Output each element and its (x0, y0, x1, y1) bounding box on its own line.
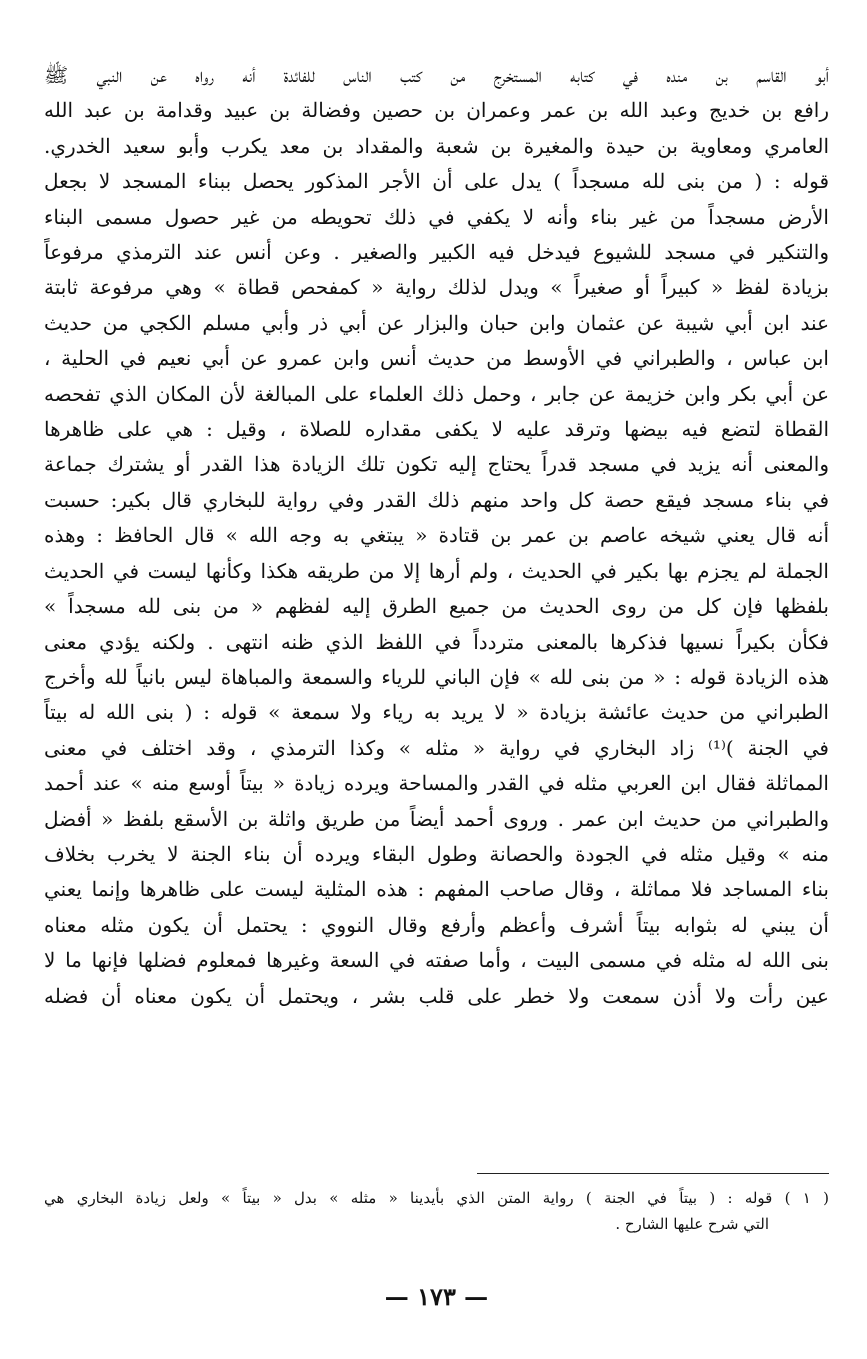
text-line: والمعنى أنه يزيد في مسجد قدراً يحتاج إليه تكون تلك الزيادة هذا القدر أو يشترك جماعة (44, 452, 829, 477)
footnote (44, 1185, 829, 1237)
text-line: فكأن بكيراً نسيها فذكرها بالمعنى متردداً في اللفظ الذي ظنه انتهى . ولكنه يؤدي معنى (44, 629, 829, 654)
footnote-line: ( ١ ) قوله : ( بيتاً في الجنة ) رواية المتن الذي بأيدينا « مثله » بدل « بيتاً » ولعل زيادة البخاري هي (44, 1189, 829, 1207)
text-line: بلفظها فإن كل من روى الحديث من جميع الطرق إليه لفظهم « من بنى لله مسجداً » (44, 594, 829, 619)
text-line: والتنكير في مسجد للشيوع فيدخل فيه الكبير والصغير . وعن أنس عند الترمذي مرفوعاً (44, 240, 829, 265)
footnote-divider (477, 1173, 829, 1174)
text-line: والطبراني من حديث ابن عمر . وروى أحمد أيضاً من طريق واثلة بن الأسقع بلفظ « أفضل (44, 806, 829, 831)
text-line: بناء المساجد فلا مماثلة ، وقال صاحب المفهم : هذه المثلية ليست على ظاهرها وإنما يعني (44, 877, 829, 902)
text-line: هذه الزيادة قوله : « من بنى لله » فإن الباني للرياء والسمعة والمباهاة ليس بانياً لله وأخرج (44, 664, 829, 689)
text-line: عين رأت ولا أذن سمعت ولا خطر على قلب بشر ، ويحتمل أن يكون معناه أن فضله (44, 983, 829, 1008)
text-line: عند ابن أبي شيبة عن عثمان وابن حبان والبزار عن أبي ذر وأبي مسلم الكجي من حديث (44, 310, 829, 335)
text-line: في بناء مسجد فيقع حصة كل واحد منهم ذلك القدر وفي رواية للبخاري قال بكير: حسبت (44, 487, 829, 512)
text-line: رافع بن خديج وعبد الله بن عمر وعمران بن حصين وفضالة بن عبيد وقدامة بن عبد الله (44, 98, 829, 123)
text-line: ابن عباس ، والطبراني في الأوسط من حديث أنس وابن عمرو عن أبي نعيم في الحلية ، (44, 346, 829, 371)
book-page (44, 58, 829, 1359)
text-line: أبو القاسم بن منده في كتابه المستخرج من كتب الناس للفائدة أنه رواه عن النبي ﷺ (44, 63, 829, 87)
text-line: بزيادة لفظ « كبيراً أو صغيراً » ويدل لذلك رواية « كمفحص قطاة » وهي مرفوعة ثابتة (44, 275, 829, 300)
page-number: — ١٧٣ — (384, 1282, 489, 1311)
text-line: الطبراني من حديث عائشة بزيادة « لا يريد به رياء ولا سمعة » قوله : ( بنى الله له بيتاً (44, 700, 829, 725)
text-line: الأرض مسجداً من غير بناء وأنه لا يكفي في ذلك تحويطه من غير حصول مسمى البناء (44, 204, 829, 229)
text-line: العامري ومعاوية بن حيدة والمغيرة بن شعبة والمقداد بن معد يكرب وأبو سعيد الخدري. (44, 133, 829, 158)
text-line: المماثلة فقال ابن العربي مثله في القدر والمساحة ويرده زيادة « بيتاً أوسع منه » عند أحمد (44, 771, 829, 796)
text-line: أنه قال يعني شيخه عاصم بن عمر بن قتادة « يبتغي به وجه الله » قال الحافظ : وهذه (44, 523, 829, 548)
text-line: منه » وقيل مثله في الجودة والحصانة وطول البقاء ويرده أن بناء الجنة لا يخرب بخلاف (44, 841, 829, 866)
text-line: القطاة لتضع فيه بيضها وترقد عليه لا يكفى مقداره للصلاة ، وقيل : هي على ظاهرها (44, 417, 829, 442)
text-line: بنى الله له مثله في مسمى البيت ، وأما صفته في السعة وغيرها فمعلوم فضلها فإنها ما لا (44, 948, 829, 973)
footnote-line: التي شرح عليها الشارح . (615, 1215, 769, 1233)
text-line: أن يبني له بثوابه بيتاً أشرف وأعظم وأرفع وقال النووي : يحتمل أن يكون مثله معناه (44, 912, 829, 937)
main-text (44, 58, 829, 1014)
text-line: الجملة لم يجزم بها بكير في الحديث ، ولم أرها إلا من طريقه هكذا وكأنها ليست في الحديث (44, 558, 829, 583)
text-line: قوله : ( من بنى لله مسجداً ) يدل على أن الأجر المذكور يحصل ببناء المسجد لا بجعل (44, 169, 829, 194)
text-line: في الجنة )⁽¹⁾ زاد البخاري في رواية « مثله » وكذا الترمذي ، وقد اختلف في معنى (44, 735, 829, 760)
text-line: عن أبي بكر وابن خزيمة عن جابر ، وحمل ذلك العلماء على المبالغة لأن المكان الذي تفحصه (44, 381, 829, 406)
